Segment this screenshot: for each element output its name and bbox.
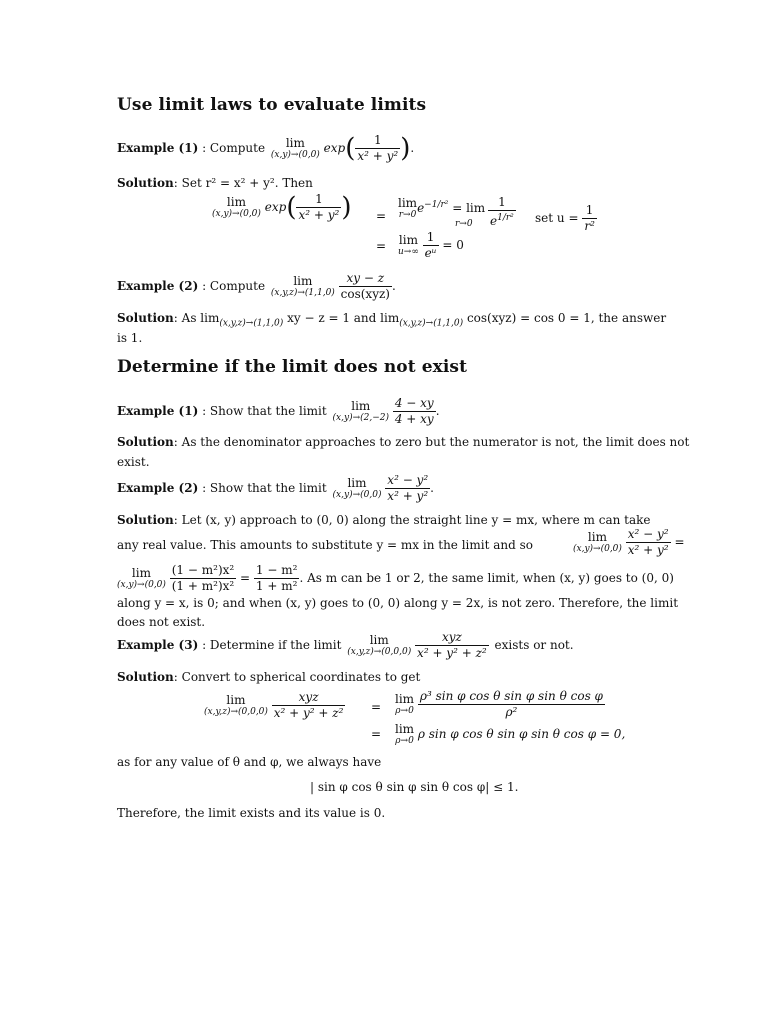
section-heading-limit-laws: Use limit laws to evaluate limits <box>117 95 427 115</box>
fraction: $\frac{1}{e^{1/r^2}}$ <box>490 195 514 228</box>
solution-2-line-3: lim (x,y)→(0,0) $\frac{\text{(1 − m²)x²}}{\text{(1 + m²)x²}}$ = $\frac{\text{1 − m²}}{\text{1 + m²}}$ . As m can be 1 or 2, the same limit, when (x, y) goes to (0, 0) <box>117 563 674 593</box>
limit-operator: lim (x,y,z)→(0,0,0) <box>347 633 412 657</box>
solution-text: : Set r² = x² + y². Then <box>173 176 313 190</box>
document-page: Use limit laws to evaluate limits Example (1) : Compute lim (x,y)→(0,0) exp( $\frac{1}{\text{x² + y²}}$ ). Solution: Set r² = x² + y². Then lim (x,y)→(0,0) exp( $\frac{1}{\text{x² + y²}}$ ) = lim r→0 $e^{-1/r^2} = \lim$ r→0 $\frac{1}{e^{1/r^2}}$ set u = $\frac{1}{\text{r²}}$ = lim u→∞ $\frac{1}{\text{eᵘ}}$ = 0 Example (2) : Compute lim (x,y,z)→(1,1,0) $\frac{xy - z}{\text{cos(xyz)}}$ . Solution: As $\lim_{(x,y,z)\to(1,1,0)}$ xy − z = 1 and $\lim_{(x,y,z)\to(1,1,0)} \cos(xyz) = \cos 0 = 1$, the answer is 1. Determine if the limit does not exist Example (1) : Show that the limit lim (x,y)→(2,−2) $\frac{4 - xy}{4 + xy}$ . Solution: As the denominator approaches to zero but the numerator is not, the limit does not exist. Example (2) : Show that the limit lim (x,y)→(0,0) $\frac{\text{x² − y²}}{\text{x² + y²}}$ . Solution: Let (x, y) approach to (0, 0) along the straight line y = mx, where m can take any real value. This amounts to substitute y = mx in the limit and so lim (x,y)→(0,0) $\frac{\text{x² − y²}}{\text{x² + y²}}$ = lim (x,y)→(0,0) $\frac{\text{(1 − m²)x²}}{\text{(1 + m²)x²}}$ = $\frac{\text{1 − m²}}{\text{1 + m²}}$ . As m can be 1 or 2, the same limit, when (x, y) goes to (0, 0) along y = x, is 0; and when (x, y) goes to (0, 0) along y = 2x, is not zero. Therefore, the limit does not exist. Example (3) : Determine if the limit lim (x,y,z)→(0,0,0) $\frac{\text{xyz}}{\text{x² + y² + z²}}$ exists or not. Solution: Convert to spherical coordinates to get lim (x,y,z)→(0,0,0) $\frac{\text{xyz}}{\text{x² + y² + z²}}$ = lim ρ→0 $\frac{\text{ρ³ sin φ cos θ sin φ sin θ cos φ}}{\text{ρ²}}$ = lim ρ→0 ρ sin φ cos θ sin φ sin θ cos φ = 0, as for any value of θ and φ, we always have | sin φ cos θ sin φ sin θ cos φ| ≤ 1. Therefore, the limit exists and its value is 0. <box>0 0 768 1024</box>
fraction: $\frac{\text{1 − m²}}{\text{1 + m²}}$ <box>255 563 298 593</box>
equals-sign: = <box>371 700 382 714</box>
fraction: $\frac{\text{(1 − m²)x²}}{\text{(1 + m²)x²}}$ <box>171 563 235 593</box>
display-equation-1-rhs: lim r→0 $e^{-1/r^2} = \lim$ <box>398 196 486 220</box>
fraction: $\frac{\text{xyz}}{\text{x² + y² + z²}}$ <box>417 630 487 660</box>
example-2-line: Example (2) : Show that the limit lim (x,y)→(0,0) $\frac{\text{x² − y²}}{\text{x² + y²}}$ . <box>117 473 434 503</box>
example-label: Example (2) <box>117 279 199 293</box>
solution-label: Solution <box>117 176 174 190</box>
display-equation-3: lim (x,y,z)→(0,0,0) $\frac{\text{xyz}}{\text{x² + y² + z²}}$ <box>204 690 344 720</box>
fraction: $\frac{4 - xy}{4 + xy}$ <box>394 396 434 426</box>
fraction: $\frac{\text{ρ³ sin φ cos θ sin φ sin θ cos φ}}{\text{ρ²}}$ <box>419 689 603 719</box>
example-1-line: Example (1) : Show that the limit lim (x,y)→(2,−2) $\frac{4 - xy}{4 + xy}$ . <box>117 396 440 426</box>
limit-operator: lim (x,y,z)→(1,1,0) <box>270 274 335 298</box>
solution-1-line-2: exist. <box>117 455 150 469</box>
equals-sign: = <box>376 209 387 223</box>
example-label: Example (1) <box>117 141 199 155</box>
fraction: $\frac{xy - z}{\text{cos(xyz)}}$ <box>340 271 390 301</box>
solution-2-line-1: Solution: As $\lim_{(x,y,z)\to(1,1,0)}$ xy − z = 1 and $\lim_{(x,y,z)\to(1,1,0)} \cos(xyz) = \cos 0 = 1$, the answer <box>117 311 667 329</box>
solution-1-line-1: Solution: As the denominator approaches to zero but the numerator is not, the limit does not <box>117 435 690 449</box>
inline-limit: lim (x,y)→(0,0) $\frac{\text{x² − y²}}{\text{x² + y²}}$ = <box>573 527 685 557</box>
display-equation-2: lim u→∞ $\frac{1}{\text{eᵘ}}$ = 0 <box>398 230 464 260</box>
fraction: $\frac{\text{x² − y²}}{\text{x² + y²}}$ <box>627 527 669 557</box>
example-1-line: Example (1) : Compute lim (x,y)→(0,0) exp( $\frac{1}{\text{x² + y²}}$ ). <box>117 133 415 164</box>
example-2-line: Example (2) : Compute lim (x,y,z)→(1,1,0) $\frac{xy - z}{\text{cos(xyz)}}$ . <box>117 271 396 301</box>
fraction: $\frac{1}{\text{r²}}$ <box>584 203 595 233</box>
fraction: $\frac{1}{\text{x² + y²}}$ <box>298 192 340 222</box>
fraction: $\frac{1}{\text{x² + y²}}$ <box>357 133 399 163</box>
limit-operator: lim (x,y)→(0,0) <box>332 476 382 500</box>
solution-1-intro <box>117 175 313 191</box>
equals-sign: = <box>371 727 382 741</box>
limit-operator: lim (x,y)→(0,0) <box>270 136 320 160</box>
display-equation-4: lim ρ→0 ρ sin φ cos θ sin φ sin θ cos φ = 0, <box>395 722 626 746</box>
function-name: exp <box>323 141 346 155</box>
display-equation-3-rhs: lim ρ→0 $\frac{\text{ρ³ sin φ cos θ sin φ sin θ cos φ}}{\text{ρ²}}$ <box>395 689 603 719</box>
limit-operator: lim (x,y)→(0,0) <box>212 195 261 219</box>
substitution-note: set u = $\frac{1}{\text{r²}}$ <box>535 203 595 233</box>
solution-3-conclusion: Therefore, the limit exists and its value is 0. <box>117 806 386 820</box>
solution-3-after: as for any value of θ and φ, we always have <box>117 755 382 769</box>
fraction: $\frac{1}{\text{eᵘ}}$ <box>424 230 437 260</box>
fraction: $\frac{\text{xyz}}{\text{x² + y² + z²}}$ <box>273 690 344 720</box>
solution-2-line-2: any real value. This amounts to substitute y = mx in the limit and so <box>117 538 534 552</box>
solution-2-line-1: Solution: Let (x, y) approach to (0, 0) along the straight line y = mx, where m can take <box>117 513 651 527</box>
limit-operator: lim (x,y)→(2,−2) <box>332 399 390 423</box>
solution-3-intro: Solution: Convert to spherical coordinates to get <box>117 670 421 684</box>
fraction: $\frac{\text{x² − y²}}{\text{x² + y²}}$ <box>387 473 429 503</box>
solution-2-line-4: along y = x, is 0; and when (x, y) goes to (0, 0) along y = 2x, is not zero. Therefore, the limit <box>117 596 679 610</box>
equals-sign: = <box>376 239 387 253</box>
inequality-display: | sin φ cos θ sin φ sin θ cos φ| ≤ 1. <box>310 780 519 794</box>
example-3-line: Example (3) : Determine if the limit lim (x,y,z)→(0,0,0) $\frac{\text{xyz}}{\text{x² + y² + z²}}$ exists or not. <box>117 630 574 660</box>
display-equation-1: lim (x,y)→(0,0) exp( $\frac{1}{\text{x² + y²}}$ ) <box>212 192 352 223</box>
section-heading-limit-not-exist: Determine if the limit does not exist <box>117 357 468 377</box>
solution-2-line-5: does not exist. <box>117 615 206 629</box>
example-text: : Compute <box>202 141 266 155</box>
solution-2-line-2: is 1. <box>117 331 143 345</box>
